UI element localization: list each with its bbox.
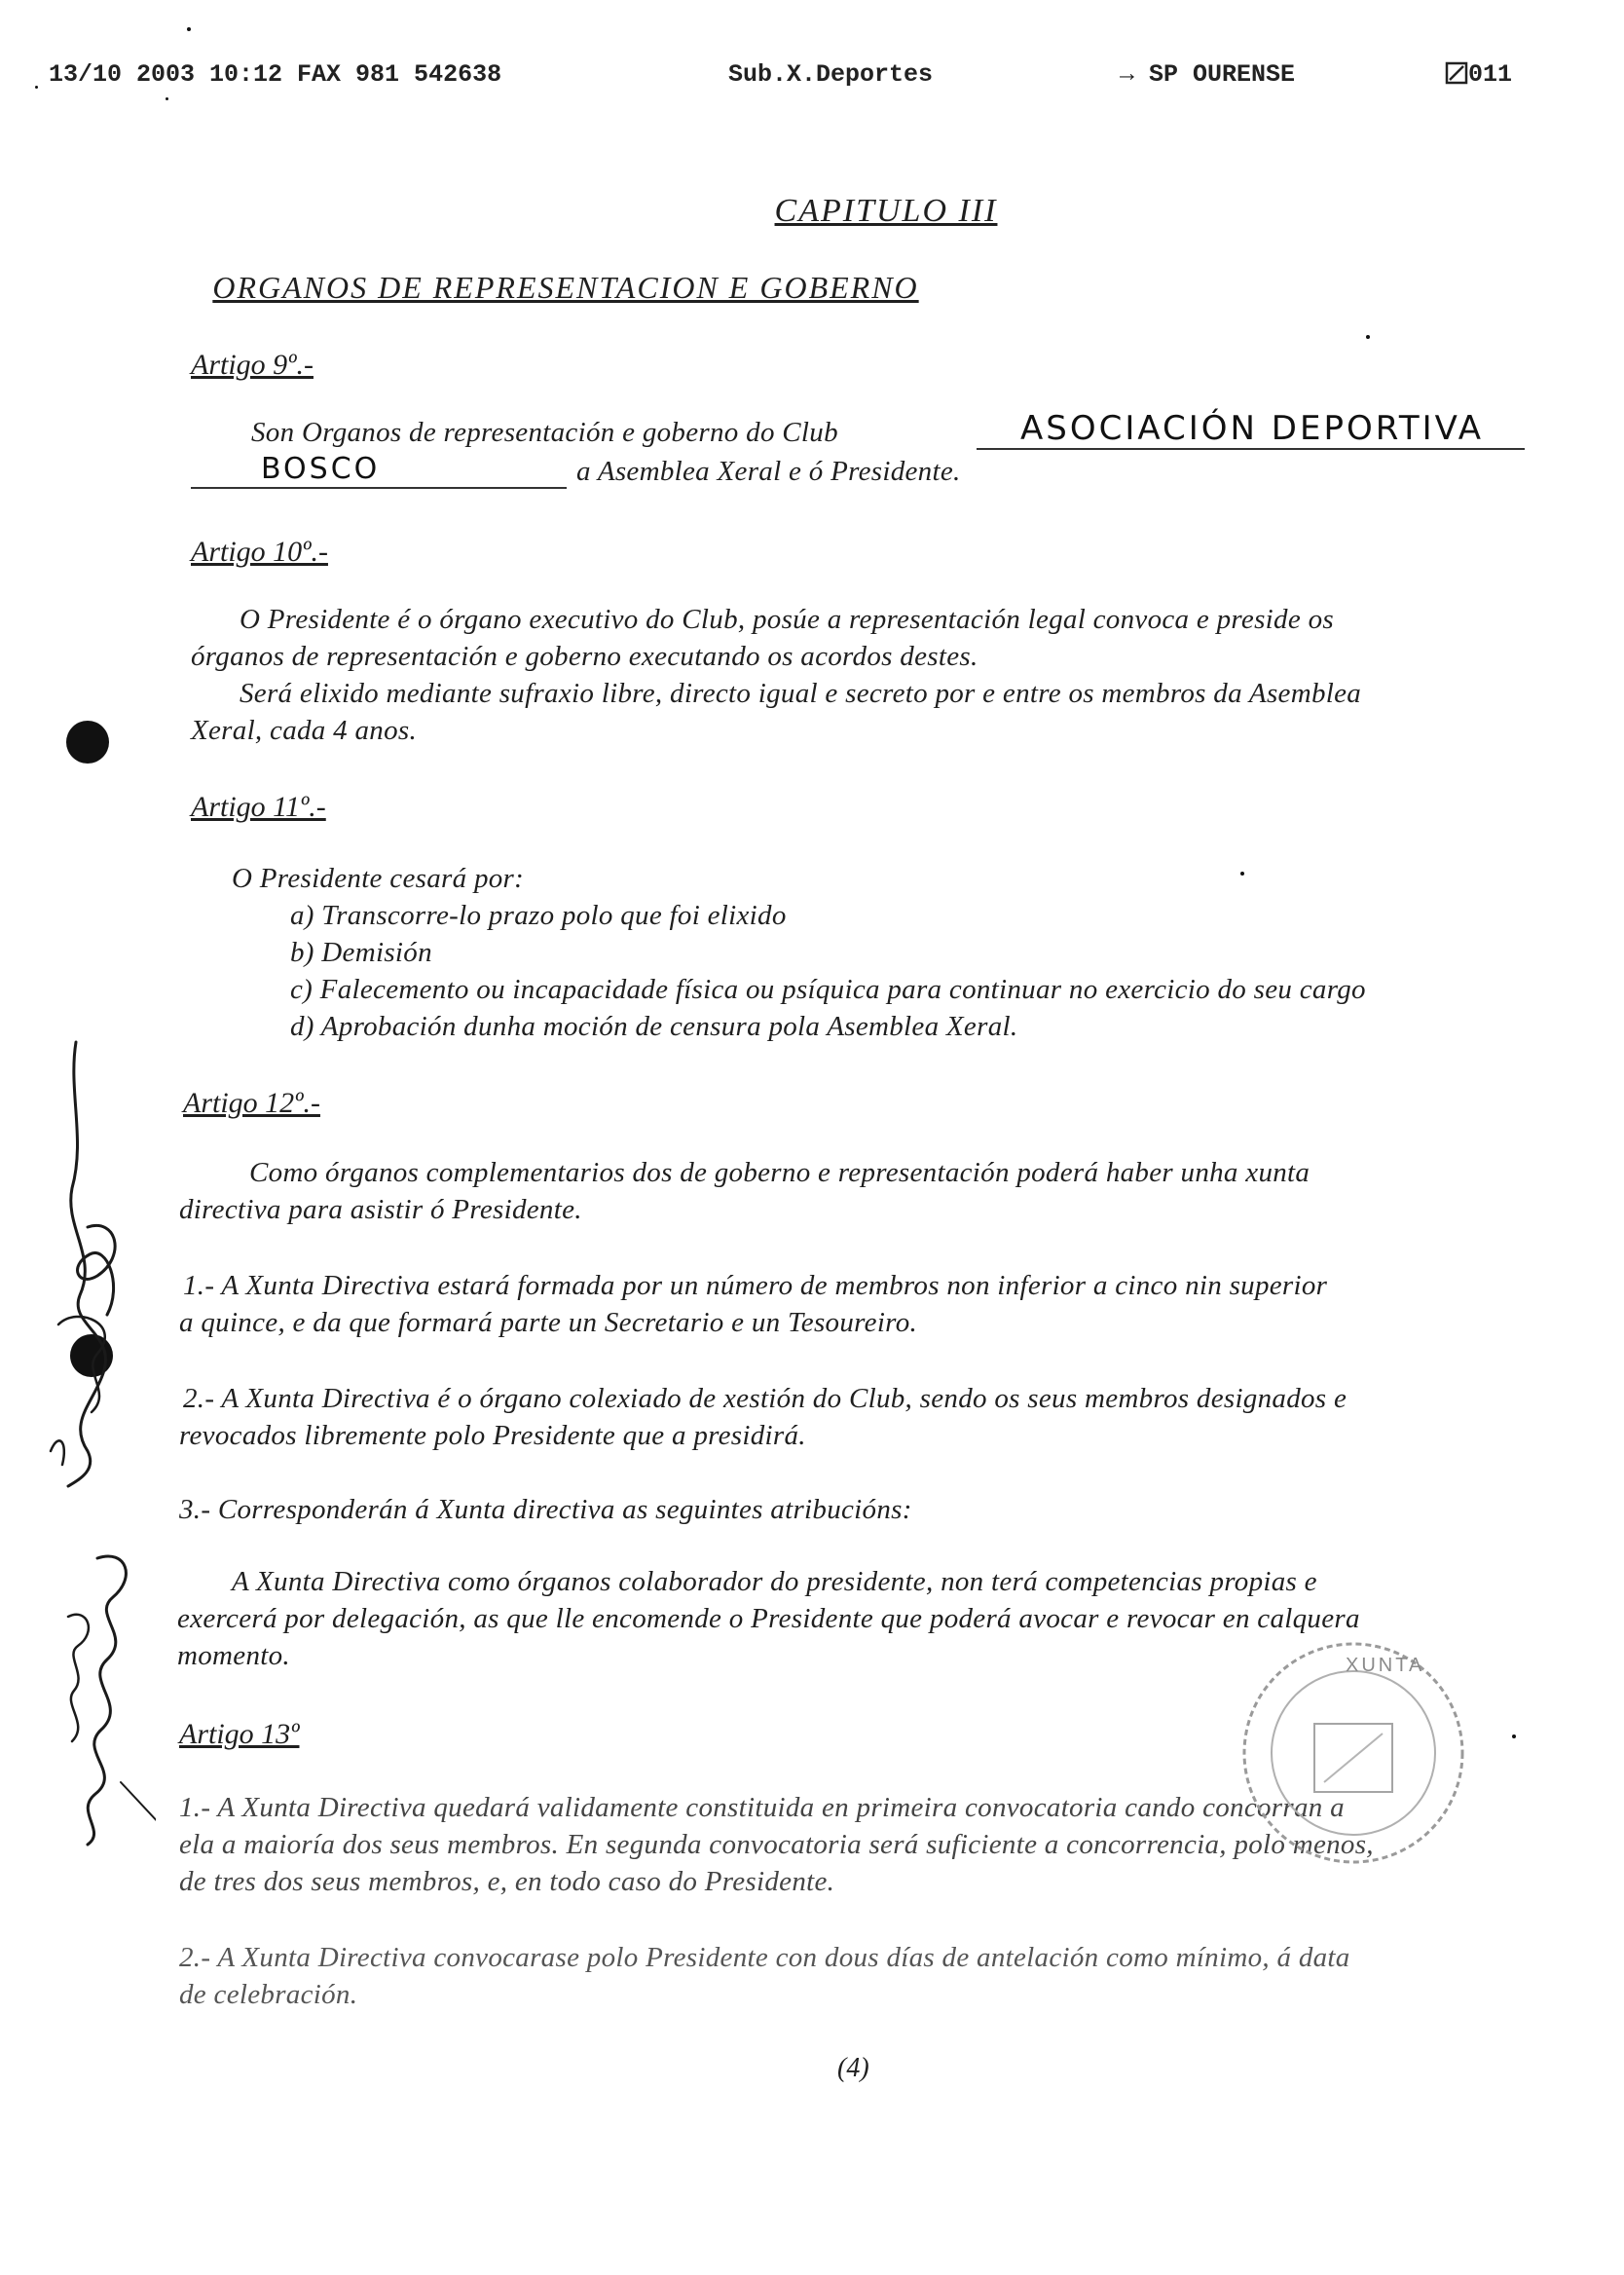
club-name-handwritten: ASOCIACIÓN DEPORTIVA xyxy=(1020,409,1485,448)
article-11-item: b) Demisión xyxy=(290,937,432,968)
page-number: (4) xyxy=(837,2053,869,2083)
article-12-point-2: 2.- A Xunta Directiva é o órgano colexiado de xestión do Club, sendo os seus membros designados e xyxy=(183,1383,1347,1414)
article-10-line: O Presidente é o órgano executivo do Club, posúe a representación legal convoca e preside os xyxy=(240,604,1334,635)
chapter-title: CAPITULO III xyxy=(774,193,998,229)
scan-speck xyxy=(1240,872,1244,876)
article-12-point-3-body: exercerá por delegación, as que lle encomende o Presidente que poderá avocar e revocar en calquera xyxy=(177,1603,1360,1634)
article-11-item: d) Aprobación dunha moción de censura pola Asemblea Xeral. xyxy=(290,1011,1018,1042)
fax-department: Sub.X.Deportes xyxy=(728,60,934,89)
fax-page-number: 011 xyxy=(1445,60,1512,89)
seal-text: XUNTA xyxy=(1346,1655,1425,1676)
article-11-item: a) Transcorre-lo prazo polo que foi elixido xyxy=(290,900,787,931)
scan-speck xyxy=(1366,335,1370,339)
article-12-point-1: 1.- A Xunta Directiva estará formada por un número de membros non inferior a cinco nin superior xyxy=(183,1270,1328,1301)
article-12-point-2: revocados libremente polo Presidente que a presidirá. xyxy=(179,1420,806,1451)
fax-checkbox-icon xyxy=(1445,61,1468,85)
article-9-line-2: a Asemblea Xeral e ó Presidente. xyxy=(576,456,961,487)
fill-in-line xyxy=(1009,448,1525,450)
article-12-point-3: 3.- Corresponderán á Xunta directiva as seguintes atribucións: xyxy=(179,1494,912,1525)
article-11-heading: Artigo 11º.- xyxy=(191,791,326,823)
fax-header xyxy=(0,60,1624,99)
article-10-heading: Artigo 10º.- xyxy=(191,536,328,568)
article-10-line: Xeral, cada 4 anos. xyxy=(191,715,418,746)
article-13-point-2: 2.- A Xunta Directiva convocarase polo Presidente con dous días de antelación como mínimo, á data xyxy=(179,1942,1350,1973)
article-10-line: Será elixido mediante sufraxio libre, directo igual e secreto por e entre os membros da Asemblea xyxy=(240,678,1362,709)
fax-datetime: 13/10 2003 10:12 FAX 981 542638 xyxy=(49,60,502,89)
club-name-handwritten-cont: BOSCO xyxy=(261,452,381,486)
article-12-point-3-body: A Xunta Directiva como órganos colaborador do presidente, non terá competencias propias e xyxy=(232,1566,1317,1597)
article-13-point-2: de celebración. xyxy=(179,1979,358,2010)
article-13-point-1: ela a maioría dos seus membros. En segunda convocatoria será suficiente a concorrencia, polo menos, xyxy=(179,1829,1374,1860)
article-9-line-1: Son Organos de representación e goberno do Club xyxy=(251,417,838,448)
section-title: ORGANOS DE REPRESENTACION E GOBERNO xyxy=(212,270,919,305)
official-seal xyxy=(1236,1636,1470,1870)
article-12-heading: Artigo 12º.- xyxy=(183,1087,320,1119)
article-10-line: órganos de representación e goberno executando os acordos destes. xyxy=(191,641,978,672)
signature-upper xyxy=(29,1032,146,1490)
fax-destination: → SP OURENSE xyxy=(1120,60,1296,89)
scan-speck xyxy=(166,97,168,100)
punch-hole xyxy=(66,721,109,764)
article-13-heading: Artigo 13º xyxy=(179,1718,300,1750)
article-12-intro-line: directiva para asistir ó Presidente. xyxy=(179,1194,582,1225)
article-13-point-1: de tres dos seus membros, e, en todo caso do Presidente. xyxy=(179,1866,835,1897)
scan-speck xyxy=(1512,1734,1516,1738)
article-12-intro-line: Como órganos complementarios dos de goberno e representación poderá haber unha xunta xyxy=(249,1157,1310,1188)
signature-lower xyxy=(39,1539,156,1850)
fill-in-line xyxy=(191,487,567,489)
article-13-point-1: 1.- A Xunta Directiva quedará validamente constituida en primeira convocatoria cando concorran a xyxy=(179,1792,1345,1823)
article-11-intro: O Presidente cesará por: xyxy=(232,863,525,894)
article-12-point-1: a quince, e da que formará parte un Secretario e un Tesoureiro. xyxy=(179,1307,918,1338)
article-9-heading: Artigo 9º.- xyxy=(191,349,314,381)
article-12-point-3-body: momento. xyxy=(177,1640,290,1671)
scan-speck xyxy=(35,86,38,89)
scan-speck xyxy=(187,27,191,31)
article-11-item: c) Falecemento ou incapacidade física ou psíquica para continuar no exercicio do seu cargo xyxy=(290,974,1366,1005)
